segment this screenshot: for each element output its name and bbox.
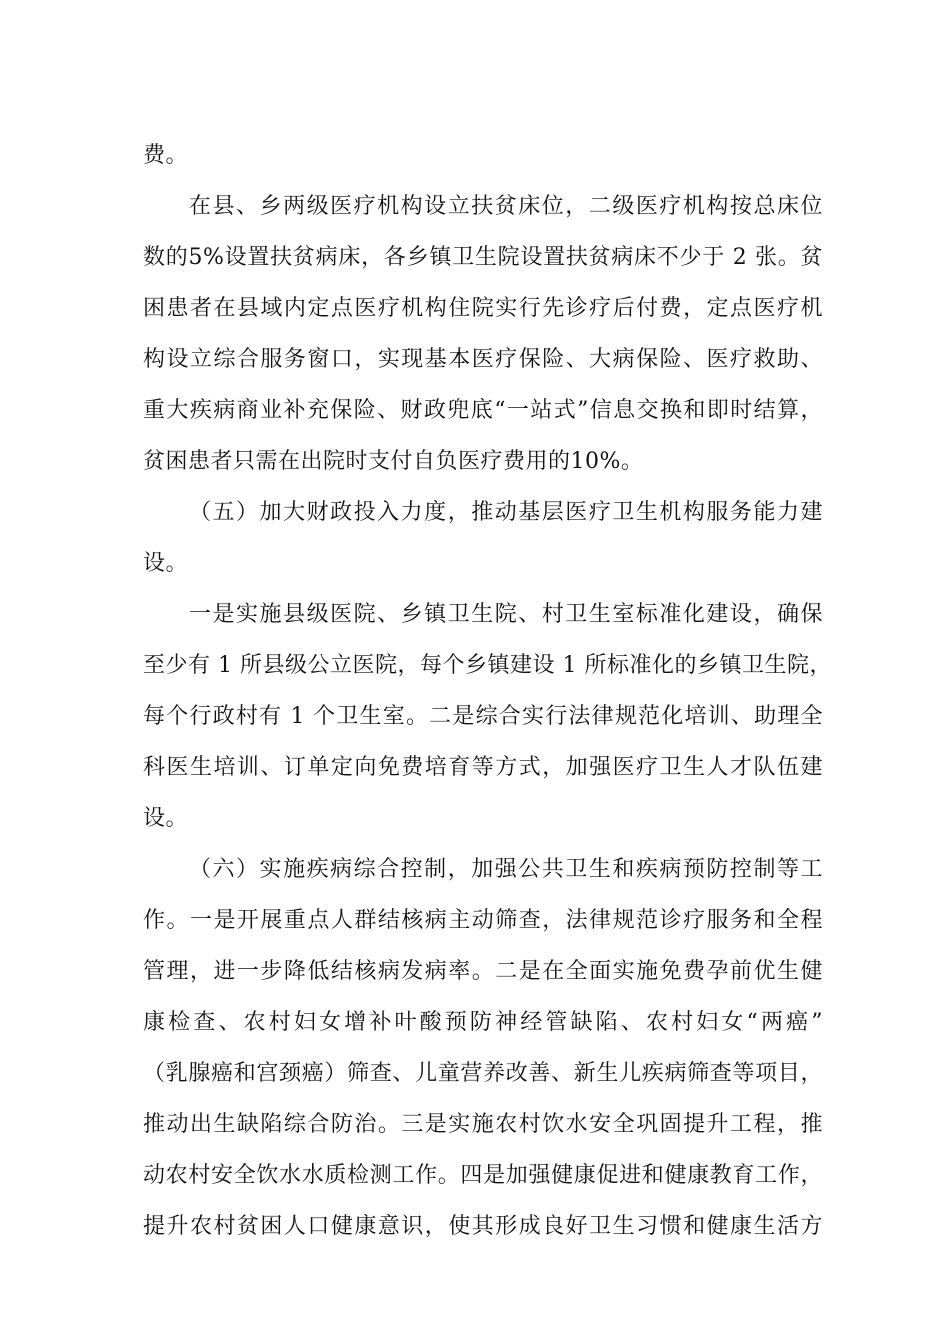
section-heading-line: （五）加大财政投入力度，推动基层医疗卫生机构服务能力建 — [189, 500, 823, 525]
text-line: 至少有 1 所县级公立医院，每个乡镇建设 1 所标准化的乡镇卫生院， — [143, 653, 832, 678]
text-line: 作。一是开展重点人群结核病主动筛查，法律规范诊疗服务和全程 — [143, 908, 823, 933]
text-line: 康检查、农村妇女增补叶酸预防神经管缺陷、农村妇女“两癌” — [143, 1010, 823, 1035]
text-line: 费。 — [143, 143, 189, 168]
text-line: 提升农村贫困人口健康意识，使其形成良好卫生习惯和健康生活方 — [143, 1214, 823, 1239]
body-text — [143, 130, 832, 1252]
text-line: 动农村安全饮水水质检测工作。四是加强健康促进和健康教育工作， — [143, 1163, 823, 1188]
text-line: 推动出生缺陷综合防治。三是实施农村饮水安全巩固提升工程，推 — [143, 1112, 823, 1137]
text-line: 困患者在县域内定点医疗机构住院实行先诊疗后付费，定点医疗机 — [143, 296, 823, 321]
text-line: （乳腺癌和宫颈癌）筛查、儿童营养改善、新生儿疾病筛查等项目， — [143, 1061, 823, 1086]
text-line: 管理，进一步降低结核病发病率。二是在全面实施免费孕前优生健 — [143, 959, 823, 984]
text-line: 贫困患者只需在出院时支付自负医疗费用的10%。 — [143, 449, 644, 474]
section-heading-line: 设。 — [143, 551, 189, 576]
text-line: 构设立综合服务窗口，实现基本医疗保险、大病保险、医疗救助、 — [143, 347, 823, 372]
text-line: 重大疾病商业补充保险、财政兜底“一站式”信息交换和即时结算， — [143, 398, 823, 423]
text-line: 科医生培训、订单定向免费培育等方式，加强医疗卫生人才队伍建 — [143, 755, 823, 780]
text-line: 设。 — [143, 806, 189, 831]
text-line: 一是实施县级医院、乡镇卫生院、村卫生室标准化建设，确保 — [189, 602, 823, 627]
text-line: 数的5%设置扶贫病床，各乡镇卫生院设置扶贫病床不少于 2 张。贫 — [143, 245, 823, 270]
text-line: 每个行政村有 1 个卫生室。二是综合实行法律规范化培训、助理全 — [143, 704, 823, 729]
section-heading-line: （六）实施疾病综合控制，加强公共卫生和疾病预防控制等工 — [189, 857, 823, 882]
text-line: 在县、乡两级医疗机构设立扶贫床位，二级医疗机构按总床位 — [189, 194, 823, 219]
